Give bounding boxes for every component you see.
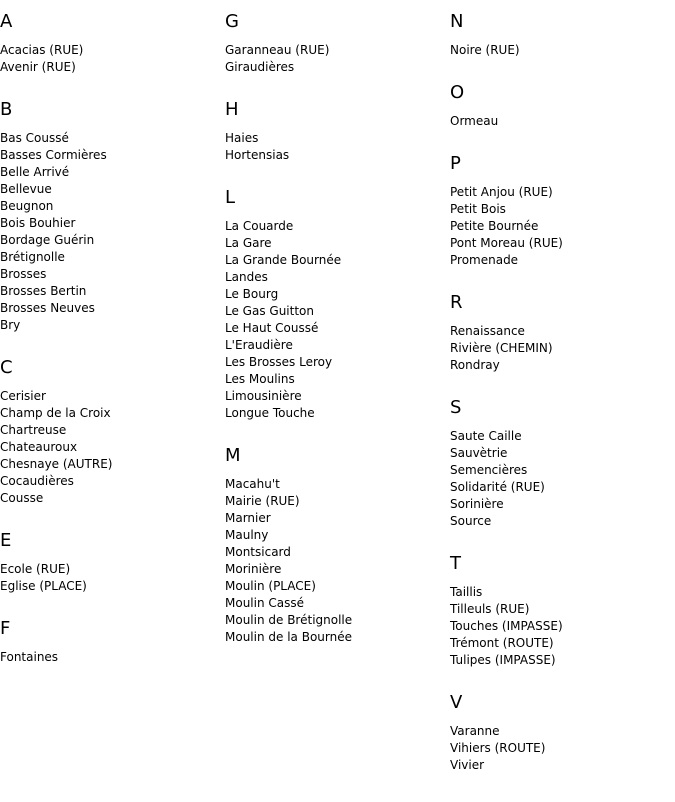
street-link[interactable]: Vivier [450,758,485,772]
letter-heading: S [450,397,462,418]
letter-heading: G [225,11,239,32]
letter-group [225,187,445,422]
street-link[interactable]: Giraudières [225,60,295,74]
street-link[interactable]: Brosses [0,267,47,281]
letter-heading: N [450,11,464,32]
street-list [450,42,670,59]
street-link[interactable]: Ecole (RUE) [0,562,71,576]
letter-heading: M [225,445,241,466]
street-link[interactable]: Mairie (RUE) [225,494,300,508]
letter-group [450,11,670,59]
letter-group [0,530,220,595]
street-link[interactable]: Les Brosses Leroy [225,355,333,369]
letter-heading: A [0,11,13,32]
letter-heading: B [0,99,13,120]
letter-heading: R [450,292,463,313]
street-link[interactable]: Moulin de Brétignolle [225,613,353,627]
street-link[interactable]: Morinière [225,562,282,576]
street-list [0,130,220,334]
street-link[interactable]: Champ de la Croix [0,406,111,420]
street-index-column-3 [450,0,670,797]
street-link[interactable]: Avenir (RUE) [0,60,76,74]
letter-group [0,618,220,666]
street-link[interactable]: Acacias (RUE) [0,43,84,57]
street-link[interactable]: Vihiers (ROUTE) [450,741,546,755]
letter-group [225,99,445,164]
street-link[interactable]: Touches (IMPASSE) [450,619,563,633]
street-link[interactable]: Noire (RUE) [450,43,520,57]
street-link[interactable]: Montsicard [225,545,291,559]
letter-heading: L [225,187,236,208]
street-link[interactable]: Varanne [450,724,500,738]
letter-heading: C [0,357,13,378]
street-link[interactable]: Fontaines [0,650,59,664]
street-link[interactable]: Landes [225,270,268,284]
street-link[interactable]: Le Gas Guitton [225,304,314,318]
street-link[interactable]: Solidarité (RUE) [450,480,545,494]
letter-heading: H [225,99,239,120]
street-link[interactable]: Tilleuls (RUE) [450,602,530,616]
street-list [450,723,670,774]
street-link[interactable]: Basses Cormières [0,148,107,162]
street-link[interactable]: Cerisier [0,389,46,403]
letter-heading: T [450,553,461,574]
street-link[interactable]: Renaissance [450,324,525,338]
street-list [450,428,670,530]
letter-group [450,82,670,130]
street-link[interactable]: Belle Arrivé [0,165,70,179]
street-link[interactable]: Longue Touche [225,406,315,420]
street-link[interactable]: Tulipes (IMPASSE) [450,653,556,667]
street-link[interactable]: Petit Bois [450,202,506,216]
street-list [0,561,220,595]
street-list [225,42,445,76]
street-link[interactable]: Rondray [450,358,500,372]
street-link[interactable]: Trémont (ROUTE) [450,636,554,650]
street-link[interactable]: Taillis [450,585,483,599]
street-index-column-1 [0,0,220,689]
street-list [0,649,220,666]
street-link[interactable]: Sorinière [450,497,504,511]
street-link[interactable]: Cousse [0,491,44,505]
street-list [225,476,445,646]
letter-heading: O [450,82,465,103]
letter-group [450,397,670,530]
street-link[interactable]: Brosses Neuves [0,301,95,315]
street-link[interactable]: Bas Coussé [0,131,69,145]
street-link[interactable]: Les Moulins [225,372,295,386]
street-link[interactable]: Moulin de la Bournée [225,630,352,644]
street-link[interactable]: Brétignolle [0,250,65,264]
letter-group [450,553,670,669]
street-link[interactable]: La Gare [225,236,272,250]
letter-group [0,357,220,507]
street-link[interactable]: Pont Moreau (RUE) [450,236,563,250]
street-link[interactable]: Sauvètrie [450,446,508,460]
street-list [450,184,670,269]
street-link[interactable]: Marnier [225,511,271,525]
letter-group [0,11,220,76]
letter-group [225,445,445,646]
street-link[interactable]: Semencières [450,463,528,477]
street-link[interactable]: Petit Anjou (RUE) [450,185,553,199]
street-link[interactable]: Moulin Cassé [225,596,305,610]
street-link[interactable]: Bordage Guérin [0,233,95,247]
street-link[interactable]: Bois Bouhier [0,216,76,230]
street-link[interactable]: Chesnaye (AUTRE) [0,457,113,471]
street-link[interactable]: Source [450,514,492,528]
letter-group [450,153,670,269]
street-link[interactable]: Beugnon [0,199,54,213]
street-link[interactable]: Rivière (CHEMIN) [450,341,553,355]
letter-heading: E [0,530,12,551]
street-list [225,218,445,422]
street-link[interactable]: Macahu't [225,477,280,491]
street-list [450,113,670,130]
street-link[interactable]: Haies [225,131,259,145]
street-link[interactable]: Limousinière [225,389,302,403]
letter-heading: P [450,153,461,174]
street-link[interactable]: Bry [0,318,21,332]
street-link[interactable]: La Couarde [225,219,294,233]
letter-heading: F [0,618,11,639]
street-list [450,323,670,374]
street-link[interactable]: Le Bourg [225,287,279,301]
street-link[interactable]: Saute Caille [450,429,522,443]
letter-group [450,292,670,374]
street-list [0,388,220,507]
street-link[interactable]: La Grande Bournée [225,253,342,267]
letter-group [450,692,670,774]
street-link[interactable]: Hortensias [225,148,290,162]
street-link[interactable]: Maulny [225,528,269,542]
street-link[interactable]: Chartreuse [0,423,67,437]
street-list [0,42,220,76]
street-link[interactable]: Cocaudières [0,474,74,488]
street-link[interactable]: Petite Bournée [450,219,539,233]
letter-group [225,11,445,76]
street-link[interactable]: Promenade [450,253,519,267]
street-link[interactable]: Ormeau [450,114,499,128]
street-link[interactable]: Bellevue [0,182,52,196]
street-link[interactable]: Le Haut Coussé [225,321,319,335]
street-link[interactable]: Moulin (PLACE) [225,579,316,593]
street-link[interactable]: Eglise (PLACE) [0,579,87,593]
street-index-column-2 [225,0,445,669]
street-link[interactable]: Garanneau (RUE) [225,43,330,57]
street-link[interactable]: Chateauroux [0,440,78,454]
street-link[interactable]: L'Eraudière [225,338,293,352]
street-list [450,584,670,669]
street-list [225,130,445,164]
street-link[interactable]: Brosses Bertin [0,284,87,298]
letter-heading: V [450,692,463,713]
letter-group [0,99,220,334]
